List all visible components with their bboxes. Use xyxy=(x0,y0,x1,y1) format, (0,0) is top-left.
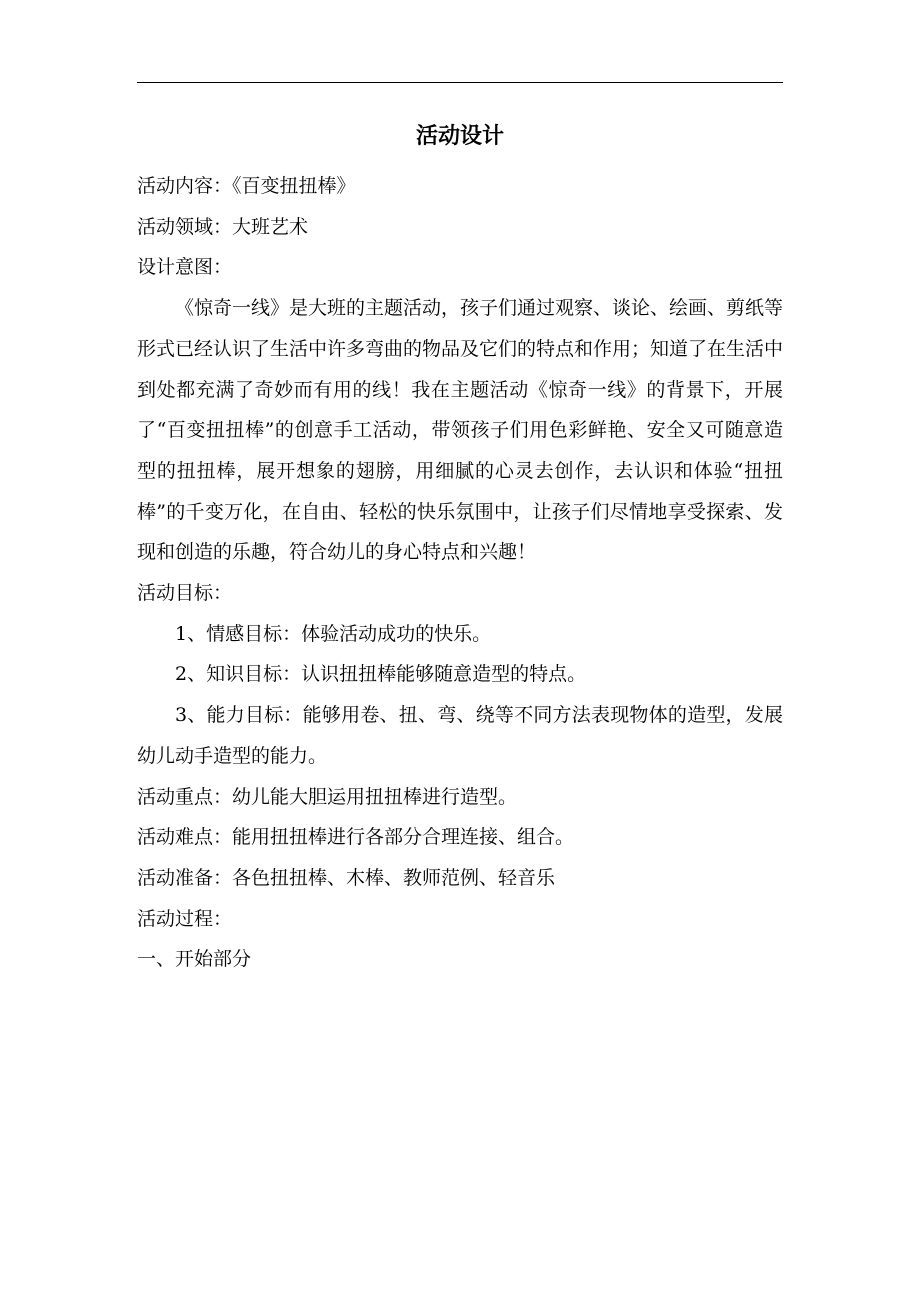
activity-content-line: 活动内容：《百变扭扭棒》 xyxy=(137,175,356,197)
document-title: 活动设计 xyxy=(415,124,504,149)
difficulty-line: 活动难点：能用扭扭棒进行各部分合理连接、组合。 xyxy=(137,826,575,849)
process-heading: 活动过程： xyxy=(137,907,233,930)
goal-item-emotion: 1、情感目标：体验活动成功的快乐。 xyxy=(175,622,492,645)
section-one-heading: 一、开始部分 xyxy=(137,948,252,971)
key-point-line: 活动重点：幼儿能大胆运用扭扭棒进行造型。 xyxy=(137,785,518,808)
goal-item-knowledge: 2、知识目标：认识扭扭棒能够随意造型的特点。 xyxy=(175,663,587,686)
design-intent-heading: 设计意图： xyxy=(137,256,233,279)
preparation-line: 活动准备：各色扭扭棒、木棒、教师范例、轻音乐 xyxy=(137,866,556,889)
goals-heading: 活动目标： xyxy=(137,582,233,605)
design-intent-paragraph: 《惊奇一线》是大班的主题活动，孩子们通过观察、谈论、绘画、剪纸等形式已经认识了生活中许多弯曲的物品及它们的特点和作用；知道了在生活中到处都充满了奇妙而有用的线！我在主题活动《惊奇一线》的背景下，开展了“百变扭扭棒”的创意手工活动，带领孩子们用色彩鲜艳、安全又可随意造型的扭扭棒，展开想象的翅膀，用细腻的心灵去创作，去认识和体验“扭扭棒”的千变万化，在自由、轻松的快乐氛围中，让孩子们尽情地享受探索、发现和创造的乐趣，符合幼儿的身心特点和兴趣！ xyxy=(137,297,784,564)
document-body xyxy=(137,166,783,980)
activity-domain-line: 活动领域：大班艺术 xyxy=(137,215,309,238)
header-rule xyxy=(137,82,783,83)
goal-item-ability: 3、能力目标：能够用卷、扭、弯、绕等不同方法表现物体的造型，发展幼儿动手造型的能力。 xyxy=(137,704,783,767)
